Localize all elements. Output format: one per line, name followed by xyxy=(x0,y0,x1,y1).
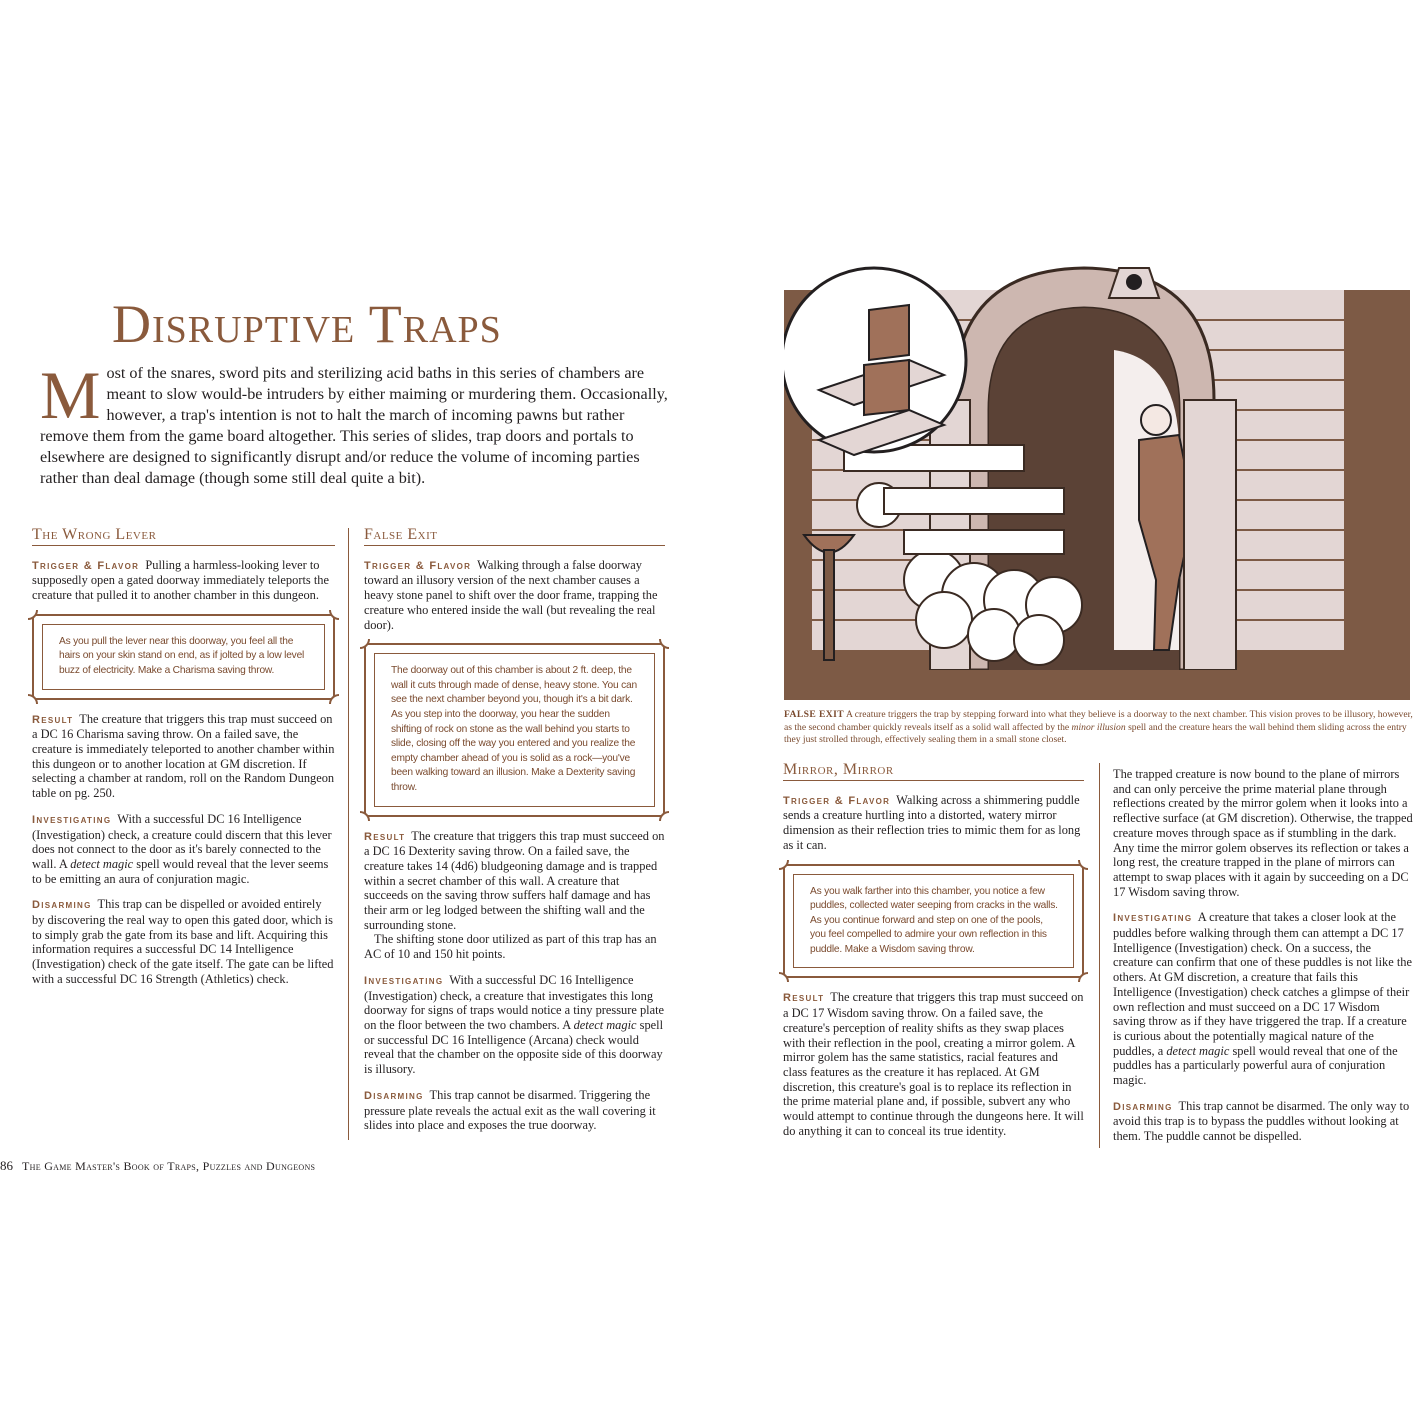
trigger-label: Trigger & Flavor xyxy=(32,559,140,572)
result-text: The creature that triggers this trap must succeed on a DC 16 Charisma saving throw. On a failed save, the creature is immediately teleported to another chamber within this dungeon or to another location at GM discretion. If selecting a chamber at random, roll on the Random Dungeon table on pg. 250. xyxy=(32,711,335,801)
result-text: The creature that triggers this trap must succeed on a DC 17 Wisdom saving throw. On a failed save, the creature's perception of reality shifts as they swap places with their reflection in the pool, creating a mirror golem. A mirror golem has the same statistics, racial features and class features as the creature it has replaced. At GM discretion, this creature's goal is to replace its reflection in the prime material plane and, if possible, subvert any who would attempt to continue through the dungeons here. It will do anything it can to conceal its true identity. xyxy=(783,990,1084,1138)
read-aloud-box xyxy=(783,864,1084,979)
book-title: The Game Master's Book of Traps, Puzzles and Dungeons xyxy=(22,1159,316,1173)
false-exit-illustration xyxy=(784,250,1410,700)
section-mirror-mirror-cont xyxy=(1113,767,1413,1144)
illustration-caption xyxy=(784,709,1414,747)
column-divider xyxy=(1099,763,1100,1148)
disarming-text: This trap can be dispelled or avoided entirely by discovering the real way to open this gated door, which is to simply grab the gate from its base and lift. Acquiring this information requires a successful DC 14 Intelligence (Investigation) check of the gate itself. The gate can be lifted with a successful DC 16 Strength (Athletics) check. xyxy=(32,897,334,986)
investigating-text: A creature that takes a closer look at the puddles before walking through them can attempt a DC 17 Intelligence (Investigation) check. On a success, the creature can confirm that one of these puddles is not like the others. At GM discretion, a creature that fails this Intelligence (Investigation) check catches a glimpse of their own reflection and must succeed on a DC 17 Wisdom saving throw as if they have triggered the trap. If a creature is curious about the potentially magical nature of the puddles, a xyxy=(1113,910,1412,1058)
investigating-paragraph xyxy=(32,812,335,887)
page-title: Disruptive Traps xyxy=(112,294,502,354)
trigger-label: Trigger & Flavor xyxy=(364,559,472,572)
disarming-paragraph xyxy=(1113,1099,1413,1144)
trigger-paragraph xyxy=(364,558,665,633)
read-aloud-box xyxy=(364,643,665,816)
result-text: The creature that triggers this trap must succeed on a DC 16 Dexterity saving throw. On a failed save, the creature takes 14 (4d6) bludgeoning damage and is trapped within a secret chamber of this wall. A creature that succeeds on the saving throw suffers half damage and has their arm or leg lodged between the shifting wall and the surrounding stone. xyxy=(364,828,665,932)
investigating-paragraph xyxy=(364,973,665,1077)
read-aloud-text: As you pull the lever near this doorway, you feel all the hairs on your skin stand on end, as if jolted by a low level buzz of electricity. Make a Charisma saving throw. xyxy=(42,624,325,690)
result-label: Result xyxy=(783,992,825,1005)
trigger-text: Walking through a false doorway toward an illusory version of the next chamber causes a heavy stone panel to shift over the door frame, trapping the creature who entered inside the wall (but revealing the real door). xyxy=(364,557,658,632)
spell-name: detect magic xyxy=(573,1018,637,1032)
section-heading: False Exit xyxy=(364,528,665,546)
investigating-text-cont: spell or successful DC 16 Intelligence (Arcana) check would reveal that the chamber on the opposite side of this doorway is illusory. xyxy=(364,1018,664,1077)
result-paragraph xyxy=(364,829,665,933)
trigger-text: Walking across a shimmering puddle sends a creature hurtling into a distorted, watery mirror dimension as their reflection tries to mimic them for as long as it can. xyxy=(783,792,1081,852)
investigating-paragraph xyxy=(1113,910,1413,1087)
disarming-paragraph xyxy=(32,897,335,986)
section-mirror-mirror xyxy=(783,763,1084,1139)
intro-paragraph xyxy=(40,357,676,489)
disarming-label: Disarming xyxy=(364,1089,424,1102)
trigger-paragraph xyxy=(783,793,1084,853)
page-footer xyxy=(0,1158,315,1174)
section-wrong-lever xyxy=(32,528,335,987)
caption-text: A creature triggers the trap by stepping forward into what they believe is a doorway to the next chamber. This vision proves to be illusory, however, as the second chamber quickly reveals itself as a solid wall affected by the xyxy=(784,709,1413,733)
intro-text: ost of the snares, sword pits and sterilizing acid baths in this series of chambers are meant to slow would-be intruders by either maiming or murdering them. Occasionally, however, a trap's intention is not to halt the march of incoming pawns but rather remove them from the game board altogether. This series of slides, trap doors and portals to elsewhere are designed to significantly disrupt and/or reduce the volume of incoming parties rather than deal damage (though some still deal quite a bit). xyxy=(40,364,668,487)
investigating-label: Investigating xyxy=(1113,912,1193,925)
read-aloud-box xyxy=(32,614,335,700)
trigger-paragraph xyxy=(32,558,335,603)
investigating-text-cont: spell would reveal that one of the puddles has a particularly powerful aura of conjuration magic. xyxy=(1113,1043,1398,1088)
result-label: Result xyxy=(364,830,406,843)
investigating-text: With a successful DC 16 Intelligence (Investigation) check, a creature could discern that this lever does not connect to the door as it's barely connected to the wall. A xyxy=(32,811,332,871)
spell-name: detect magic xyxy=(70,856,134,871)
result-continuation: The shifting stone door utilized as part of this trap has an AC of 10 and 150 hit points. xyxy=(364,932,657,962)
disarming-label: Disarming xyxy=(32,899,92,912)
investigating-label: Investigating xyxy=(32,813,112,826)
investigating-text-cont: spell would reveal that the lever seems to be emitting an aura of conjuration magic. xyxy=(32,856,329,886)
spell-name: detect magic xyxy=(1166,1043,1230,1058)
section-heading: Mirror, Mirror xyxy=(783,763,1084,781)
result-paragraph xyxy=(32,712,335,801)
continuation-paragraph: The trapped creature is now bound to the plane of mirrors and can only perceive the prime material plane through reflections created by the mirror golem when it looks into a reflective surface (at GM discretion). Otherwise, the trapped creature moves through space as if stumbling in the dark. Any time the mirror golem observes its reflection or takes a long rest, the creature trapped in the plane of mirrors can attempt to swap places with it again by succeeding on a DC 17 Wisdom saving throw. xyxy=(1113,767,1413,899)
result-label: Result xyxy=(32,713,74,726)
section-false-exit xyxy=(364,528,665,1133)
trigger-label: Trigger & Flavor xyxy=(783,794,891,807)
result-paragraph xyxy=(783,990,1084,1138)
column-divider xyxy=(348,528,349,1140)
disarming-paragraph xyxy=(364,1088,665,1133)
read-aloud-text: The doorway out of this chamber is about 2 ft. deep, the wall it cuts through made of dense, heavy stone. You can see the next chamber beyond you, though it's a bit dark. As you step into the doorway, you hear the sudden shifting of rock on stone as the wall behind you starts to slide, closing off the way you entered and you realize the empty chamber ahead of you is solid as a rock—you've been walking toward an illusion. Make a Dexterity saving throw. xyxy=(374,653,655,806)
disarming-text: This trap cannot be disarmed. Triggering the pressure plate reveals the actual exit as the wall covering it slides into place and exposes the true doorway. xyxy=(364,1087,656,1133)
page-number: 86 xyxy=(0,1158,13,1173)
drop-cap: M xyxy=(40,357,101,433)
disarming-label: Disarming xyxy=(1113,1100,1173,1113)
investigating-label: Investigating xyxy=(364,974,444,987)
investigating-text: With a successful DC 16 Intelligence (Investigation) check, a creature that investigates this long doorway for signs of traps would notice a tiny pressure plate on the floor between the two chambers. A xyxy=(364,972,665,1032)
read-aloud-text: As you walk farther into this chamber, you notice a few puddles, collected water seeping from cracks in the walls. As you continue forward and step on one of the pools, you feel compelled to admire your own reflection in this puddle. Make a Wisdom saving throw. xyxy=(793,874,1074,969)
section-heading: The Wrong Lever xyxy=(32,528,335,546)
caption-text-cont: spell and the creature hears the wall behind them sliding across the entry they just strolled through, effectively sealing them in a small stone closet. xyxy=(784,721,1407,746)
caption-spell: minor illusion xyxy=(1071,721,1126,733)
caption-label: FALSE EXIT xyxy=(784,709,845,720)
trigger-text: Pulling a harmless-looking lever to supposedly open a gated doorway immediately teleports the creature that pulled it to another chamber in this dungeon. xyxy=(32,557,329,603)
disarming-text: This trap cannot be disarmed. The only way to avoid this trap is to bypass the puddles without looking at them. The puddle cannot be dispelled. xyxy=(1113,1098,1410,1144)
